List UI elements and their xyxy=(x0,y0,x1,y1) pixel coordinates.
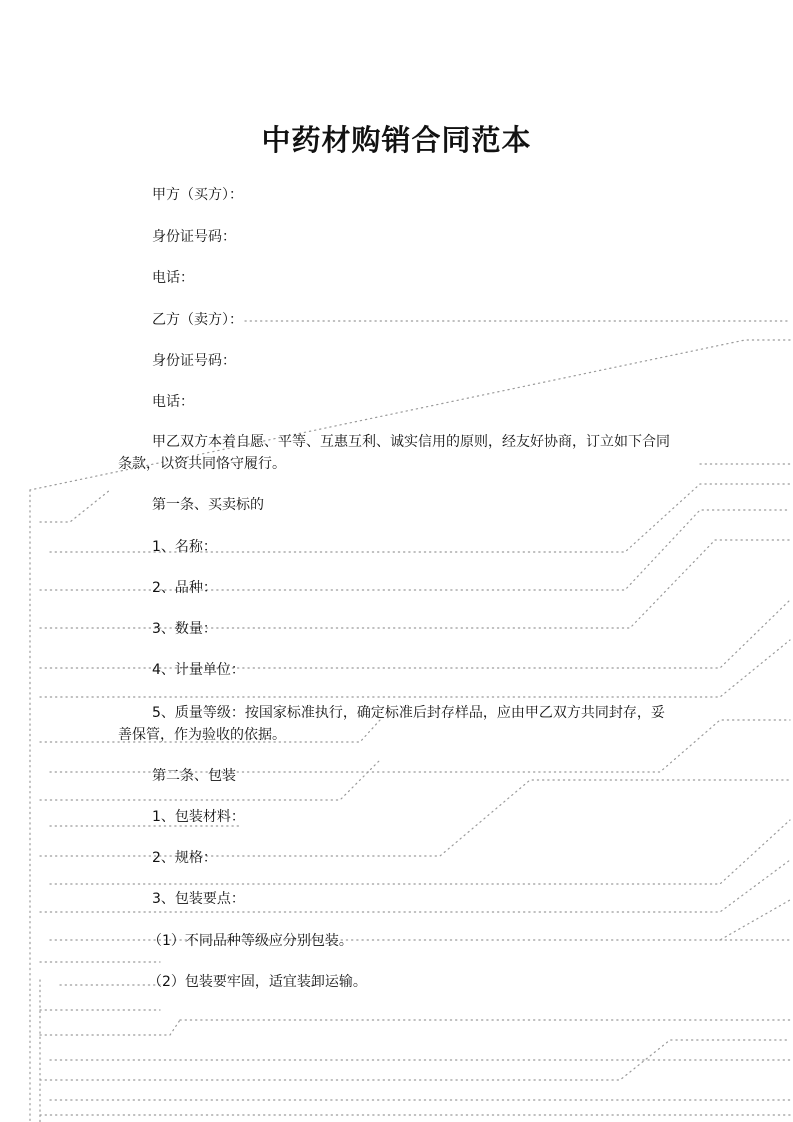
article-2-heading: 第二条、包装 xyxy=(152,768,236,784)
party-a-phone-label: 电话： xyxy=(152,270,194,286)
party-a-label: 甲方（买方）： xyxy=(152,187,243,203)
party-b-label: 乙方（卖方）： xyxy=(152,312,243,328)
party-a-id-label: 身份证号码： xyxy=(152,229,236,245)
article-2-sub-item-1: （1）不同品种等级应分别包装。 xyxy=(148,933,353,949)
article-1-item-unit: 4、计量单位： xyxy=(152,662,245,678)
article-1-item-quantity: 3、数量： xyxy=(152,621,217,637)
article-1-quality-paragraph: 5、质量等级：按国家标准执行，确定标准后封存样品，应由甲乙双方共同封存，妥善保管，作为验收的依据。 xyxy=(118,705,665,743)
article-2-item-spec: 2、规格： xyxy=(152,850,217,866)
article-1-item-variety: 2、品种： xyxy=(152,580,217,596)
article-1-item-name: 1、名称： xyxy=(152,539,217,555)
document-title: 中药材购销合同范本 xyxy=(261,123,532,157)
article-2-item-material: 1、包装材料： xyxy=(152,809,245,825)
article-1-heading: 第一条、买卖标的 xyxy=(152,497,264,513)
party-b-phone-label: 电话： xyxy=(152,394,194,410)
article-2-sub-item-2: （2）包装要牢固，适宜装卸运输。 xyxy=(148,974,367,990)
party-b-id-label: 身份证号码： xyxy=(152,353,236,369)
article-2-item-points: 3、包装要点： xyxy=(152,891,245,907)
intro-paragraph: 甲乙双方本着自愿、平等、互惠互利、诚实信用的原则，经友好协商，订立如下合同条款，以资共同恪守履行。 xyxy=(118,434,670,472)
